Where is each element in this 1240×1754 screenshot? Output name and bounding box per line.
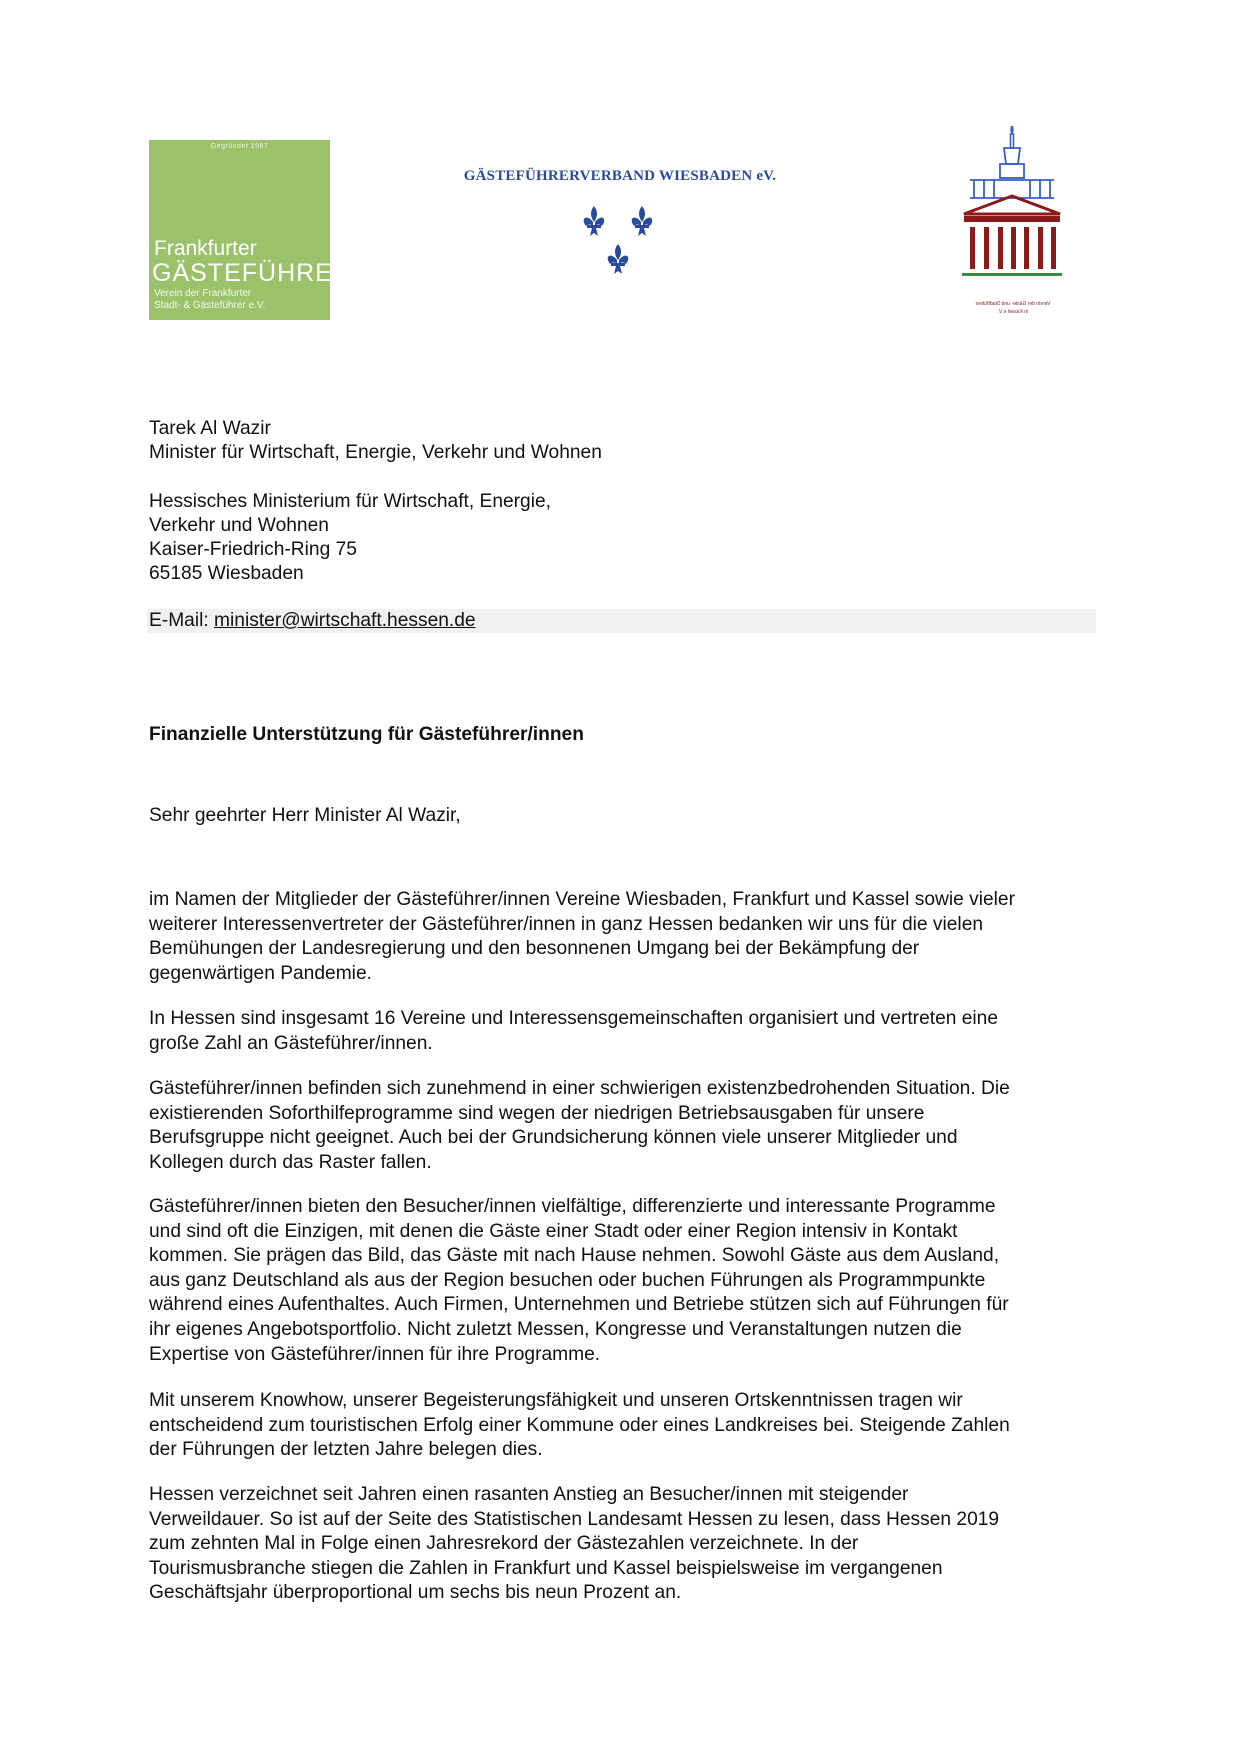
paragraph-line: zum zehnten Mal in Folge einen Jahresrekord der Gästezahlen verzeichnete. In der: [149, 1533, 859, 1555]
paragraph-3: [149, 1077, 1109, 1175]
paragraph-line: gegenwärtigen Pandemie.: [149, 962, 372, 984]
recipient-name: Tarek Al Wazir: [149, 418, 271, 439]
paragraph-line: Tourismusbranche stiegen die Zahlen in Frankfurt und Kassel beispielsweise im vergangenen: [149, 1557, 943, 1579]
fleur-de-lis-icon: [580, 204, 660, 286]
paragraph-line: Geschäftsjahr überproportional um sechs bis neun Prozent an.: [149, 1582, 682, 1604]
paragraph-line: Gästeführer/innen befinden sich zunehmend in einer schwierigen existenzbedrohenden Situation. Die: [149, 1078, 1010, 1099]
paragraph-6: [149, 1483, 1109, 1606]
paragraph-line: kommen. Sie prägen das Bild, das Gäste mit nach Hause nehmen. Sowohl Gäste aus dem Ausland,: [149, 1245, 1000, 1267]
paragraph-line: Hessen verzeichnet seit Jahren einen rasanten Anstieg an Besucher/innen mit steigender: [149, 1484, 909, 1505]
paragraph-line: Berufsgruppe nicht geeignet. Auch bei der Grundsicherung können viele unserer Mitglieder und: [149, 1127, 958, 1149]
paragraph-line: während eines Aufenthaltes. Auch Firmen, Unternehmen und Betriebe stützen sich auf Führungen für: [149, 1294, 1009, 1316]
paragraph-line: Gästeführer/innen bieten den Besucher/innen vielfältige, differenzierte und interessante Programme: [149, 1196, 996, 1217]
paragraph-line: In Hessen sind insgesamt 16 Vereine und Interessensgemeinschaften organisiert und vertreten eine: [149, 1008, 999, 1029]
recipient-org-line-2: Verkehr und Wohnen: [149, 515, 329, 536]
paragraph-line: Kollegen durch das Raster fallen.: [149, 1151, 432, 1173]
email-label: E-Mail:: [149, 610, 209, 631]
gaestefuehrerverband-wiesbaden-logo: [430, 168, 810, 288]
hercules-monument-icon: [960, 126, 1066, 298]
paragraph-4: [149, 1195, 1109, 1367]
paragraph-1: [149, 888, 1109, 986]
email-row: [147, 609, 1096, 633]
kassel-logo-mirrored-text-1: Verein der Gäste- und Stadtführer: [975, 301, 1051, 307]
logo-subline-1: Verein der Frankfurter: [154, 288, 252, 299]
paragraph-line: aus ganz Deutschland als aus der Region besuchen oder buchen Führungen als Programmpunkte: [149, 1269, 986, 1291]
logo-city-text: Frankfurter: [154, 237, 257, 260]
paragraph-line: Verweildauer. So ist auf der Seite des Statistischen Landesamt Hessen zu lesen, dass Hessen 2019: [149, 1508, 1000, 1530]
paragraph-line: der Führungen der letzten Jahre belegen dies.: [149, 1439, 543, 1461]
logo-founded-text: Gegründet 1987: [210, 143, 269, 150]
paragraph-line: große Zahl an Gästeführer/innen.: [149, 1032, 433, 1054]
letter-subject: Finanzielle Unterstützung für Gästeführer/innen: [149, 724, 584, 745]
recipient-org-line-1: Hessisches Ministerium für Wirtschaft, Energie,: [149, 491, 551, 512]
paragraph-line: ihr eigenes Angebotsportfolio. Nicht zuletzt Messen, Kongresse und Veranstaltungen nutzen die: [149, 1318, 962, 1340]
paragraph-line: im Namen der Mitglieder der Gästeführer/innen Vereine Wiesbaden, Frankfurt und Kassel sowie vieler: [149, 889, 1015, 910]
paragraph-line: weiterer Interessenvertreter der Gästeführer/innen in ganz Hessen bedanken wir uns für die vielen: [149, 913, 984, 935]
kassel-logo-mirrored-text-2: in Kassel e.V.: [997, 309, 1029, 315]
logo-subline-2: Stadt- & Gästeführer e.V.: [154, 300, 266, 311]
paragraph-line: Expertise von Gästeführer/innen für ihre Programme.: [149, 1343, 601, 1365]
recipient-city: 65185 Wiesbaden: [149, 563, 304, 584]
email-link[interactable]: minister@wirtschaft.hessen.de: [214, 610, 476, 631]
paragraph-line: und sind oft die Einzigen, mit denen die Gäste einer Stadt oder einer Region intensiv in Kontakt: [149, 1220, 958, 1242]
paragraph-line: Bemühungen der Landesregierung und den besonnenen Umgang bei der Bekämpfung der: [149, 938, 920, 960]
recipient-title: Minister für Wirtschaft, Energie, Verkehr und Wohnen: [149, 442, 602, 463]
salutation: Sehr geehrter Herr Minister Al Wazir,: [149, 805, 461, 826]
logo-name-text: GÄSTEFÜHRER: [152, 259, 352, 287]
kassel-gaestefuehrer-logo: [960, 126, 1066, 326]
recipient-street: Kaiser-Friedrich-Ring 75: [149, 539, 357, 560]
paragraph-line: entscheidend zum touristischen Erfolg einer Kommune oder eines Landkreises bei. Steigende Zahlen: [149, 1414, 1010, 1436]
paragraph-line: existierenden Soforthilfeprogramme sind wegen der niedrigen Betriebsausgaben für unsere: [149, 1102, 925, 1124]
paragraph-2: [149, 1007, 1109, 1056]
paragraph-5: [149, 1389, 1109, 1463]
frankfurter-gaestefuehrer-logo: [149, 140, 352, 320]
paragraph-line: Mit unserem Knowhow, unserer Begeisterungsfähigkeit und unseren Ortskenntnissen tragen wir: [149, 1390, 963, 1411]
email-line: [149, 609, 476, 633]
wiesbaden-logo-title: GÄSTEFÜHRERVERBAND WIESBADEN eV.: [463, 168, 777, 184]
